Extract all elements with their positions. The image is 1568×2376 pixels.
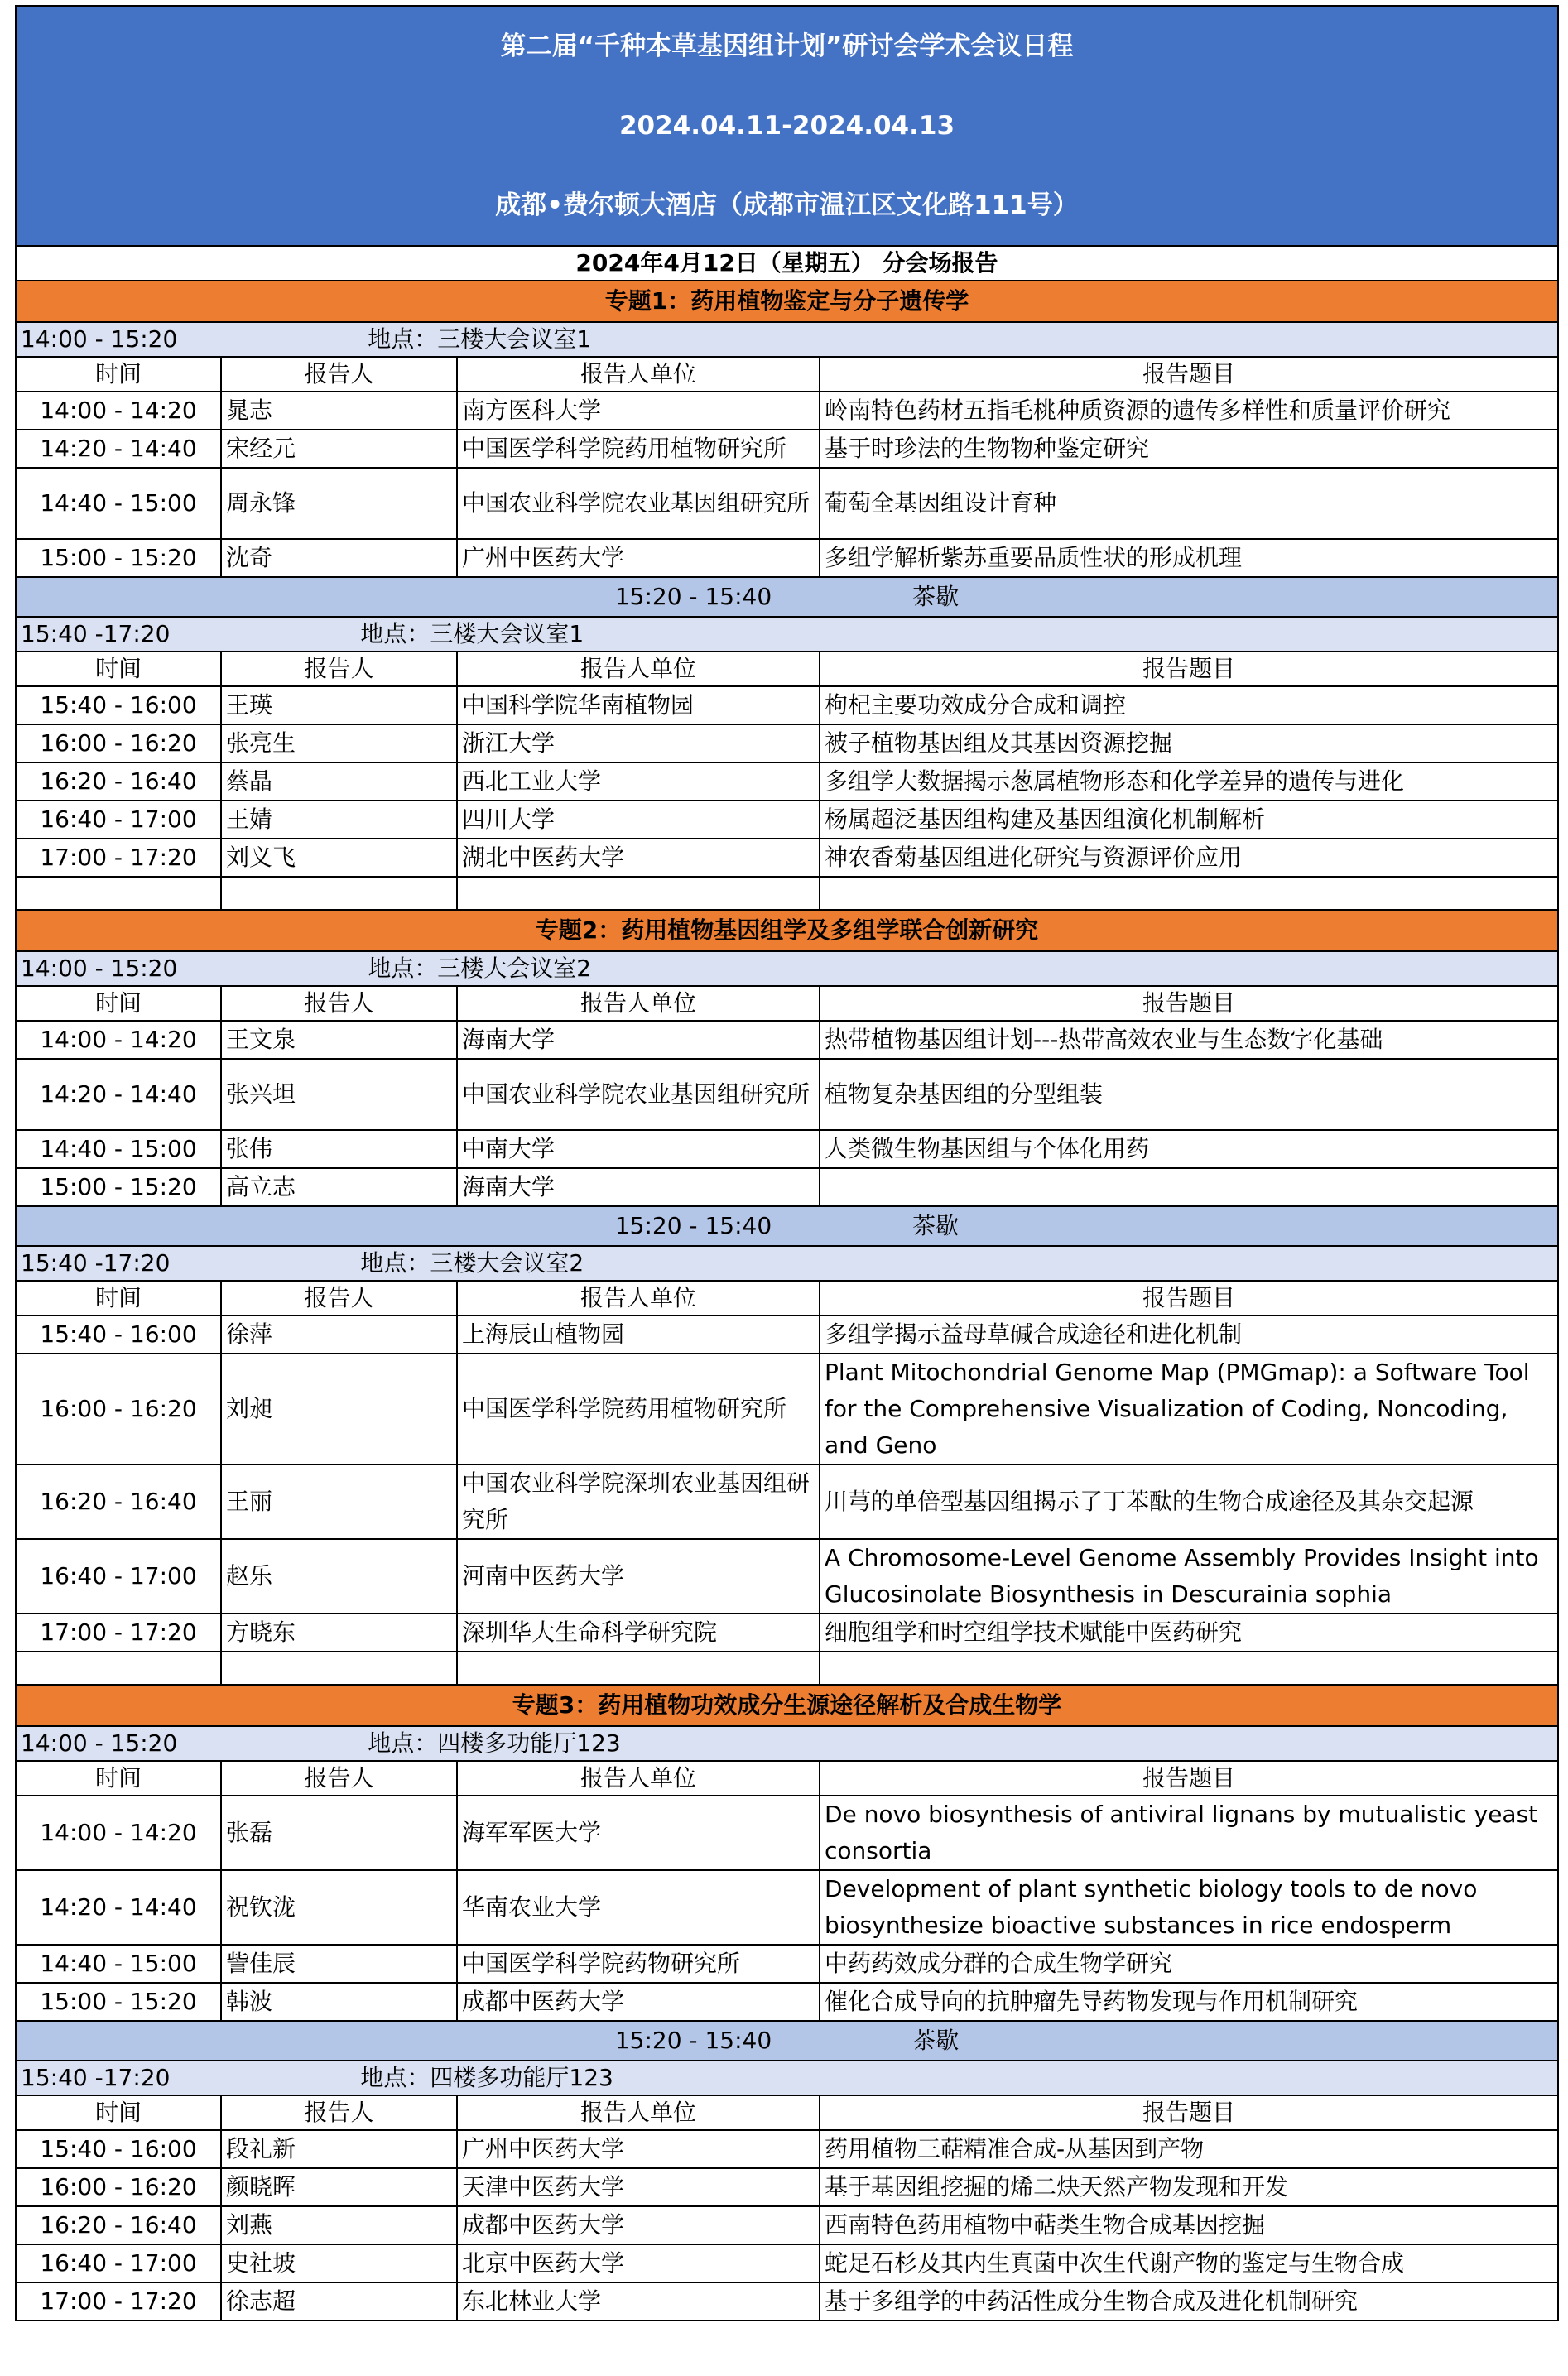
row-unit: 浙江大学 xyxy=(457,724,820,762)
row-topic: 岭南特色药材五指毛桃种质资源的遗传多样性和质量评价研究 xyxy=(820,392,1558,430)
row-speaker: 蔡晶 xyxy=(221,762,457,801)
row-unit: 上海辰山植物园 xyxy=(457,1315,820,1354)
row-topic: Development of plant synthetic biology tools to de novo biosynthesize bioactive substances in rice endosperm xyxy=(820,1870,1558,1945)
table-row xyxy=(16,762,1558,801)
row-time: 14:40 - 15:00 xyxy=(16,1130,221,1168)
conference-dates: 2024.04.11-2024.04.13 xyxy=(16,86,1558,166)
row-time: 15:40 - 16:00 xyxy=(16,686,221,724)
table-row xyxy=(16,839,1558,877)
row-topic: 基于多组学的中药活性成分生物合成及进化机制研究 xyxy=(820,2282,1558,2321)
row-unit: 北京中医药大学 xyxy=(457,2244,820,2282)
col-speaker: 报告人 xyxy=(221,1761,457,1796)
row-time: 16:20 - 16:40 xyxy=(16,1465,221,1539)
table-row xyxy=(16,539,1558,577)
row-unit: 广州中医药大学 xyxy=(457,539,820,577)
row-unit: 中国医学科学院药用植物研究所 xyxy=(457,1354,820,1465)
session-header xyxy=(16,617,1558,652)
row-topic: 杨属超泛基因组构建及基因组演化机制解析 xyxy=(820,801,1558,839)
table-row xyxy=(16,430,1558,468)
table-row xyxy=(16,686,1558,724)
row-topic: 细胞组学和时空组学技术赋能中医药研究 xyxy=(820,1614,1558,1652)
table-row xyxy=(16,468,1558,539)
row-unit: 中国科学院华南植物园 xyxy=(457,686,820,724)
row-speaker: 徐志超 xyxy=(221,2282,457,2321)
row-speaker: 颜晓晖 xyxy=(221,2168,457,2206)
row-speaker: 王文泉 xyxy=(221,1021,457,1059)
row-time: 16:40 - 17:00 xyxy=(16,2244,221,2282)
row-unit: 海南大学 xyxy=(457,1168,820,1206)
row-unit: 中国农业科学院深圳农业基因组研究所 xyxy=(457,1465,820,1539)
table-row xyxy=(16,2168,1558,2206)
row-speaker: 张磊 xyxy=(221,1796,457,1870)
table-row xyxy=(16,1168,1558,1206)
row-unit: 湖北中医药大学 xyxy=(457,839,820,877)
session-header xyxy=(16,322,1558,357)
row-unit: 成都中医药大学 xyxy=(457,1983,820,2021)
table-row xyxy=(16,392,1558,430)
break-label: 茶歇 xyxy=(912,1212,960,1239)
session-time: 14:00 - 15:20 xyxy=(21,325,178,353)
row-time: 16:00 - 16:20 xyxy=(16,1354,221,1465)
row-speaker: 王婧 xyxy=(221,801,457,839)
break-label: 茶歇 xyxy=(912,583,960,610)
row-speaker: 祝钦泷 xyxy=(221,1870,457,1945)
schedule-table xyxy=(15,5,1559,2321)
conference-venue: 成都•费尔顿大酒店（成都市温江区文化路111号） xyxy=(16,166,1558,246)
table-row xyxy=(16,2130,1558,2168)
row-speaker: 徐萍 xyxy=(221,1315,457,1354)
col-speaker: 报告人 xyxy=(221,986,457,1021)
conference-title: 第二届“千种本草基因组计划”研讨会学术会议日程 xyxy=(16,6,1558,86)
row-time: 15:00 - 15:20 xyxy=(16,1983,221,2021)
col-topic: 报告题目 xyxy=(820,1281,1558,1315)
table-row xyxy=(16,724,1558,762)
row-speaker: 张亮生 xyxy=(221,724,457,762)
row-unit: 海军军医大学 xyxy=(457,1796,820,1870)
row-speaker: 晁志 xyxy=(221,392,457,430)
row-topic xyxy=(820,1168,1558,1206)
row-speaker: 高立志 xyxy=(221,1168,457,1206)
row-time: 16:20 - 16:40 xyxy=(16,2206,221,2244)
row-unit: 中国农业科学院农业基因组研究所 xyxy=(457,468,820,539)
row-speaker: 韩波 xyxy=(221,1983,457,2021)
schedule-sheet xyxy=(15,5,1557,2321)
session-header xyxy=(16,1726,1558,1761)
tea-break xyxy=(16,1206,1558,1246)
row-speaker: 王瑛 xyxy=(221,686,457,724)
col-topic: 报告题目 xyxy=(820,986,1558,1021)
table-row xyxy=(16,1021,1558,1059)
row-topic: A Chromosome-Level Genome Assembly Provides Insight into Glucosinolate Biosynthesis in Descurainia sophia xyxy=(820,1539,1558,1614)
session-location: 地点：三楼大会议室1 xyxy=(368,325,592,353)
row-speaker: 刘燕 xyxy=(221,2206,457,2244)
session-location: 地点：四楼多功能厅123 xyxy=(360,2064,613,2091)
col-speaker: 报告人 xyxy=(221,652,457,686)
row-time: 14:40 - 15:00 xyxy=(16,468,221,539)
table-row xyxy=(16,1870,1558,1945)
row-topic: 催化合成导向的抗肿瘤先导药物发现与作用机制研究 xyxy=(820,1983,1558,2021)
blank-row xyxy=(16,1652,1558,1685)
break-time: 15:20 - 15:40 xyxy=(614,583,772,610)
table-row xyxy=(16,801,1558,839)
table-row xyxy=(16,2206,1558,2244)
table-row xyxy=(16,1354,1558,1465)
row-speaker: 史社坡 xyxy=(221,2244,457,2282)
blank-row xyxy=(16,877,1558,910)
session-location: 地点：四楼多功能厅123 xyxy=(368,1729,621,1757)
session-location: 地点：三楼大会议室1 xyxy=(360,620,584,647)
row-time: 14:20 - 14:40 xyxy=(16,430,221,468)
col-speaker: 报告人 xyxy=(221,357,457,392)
col-unit: 报告人单位 xyxy=(457,357,820,392)
col-topic: 报告题目 xyxy=(820,2095,1558,2130)
col-unit: 报告人单位 xyxy=(457,986,820,1021)
row-topic: 热带植物基因组计划---热带高效农业与生态数字化基础 xyxy=(820,1021,1558,1059)
col-time: 时间 xyxy=(16,2095,221,2130)
table-row xyxy=(16,1614,1558,1652)
row-time: 14:00 - 14:20 xyxy=(16,392,221,430)
row-topic: 枸杞主要功效成分合成和调控 xyxy=(820,686,1558,724)
row-unit: 华南农业大学 xyxy=(457,1870,820,1945)
row-unit: 东北林业大学 xyxy=(457,2282,820,2321)
row-unit: 四川大学 xyxy=(457,801,820,839)
row-speaker: 赵乐 xyxy=(221,1539,457,1614)
row-unit: 中南大学 xyxy=(457,1130,820,1168)
session-header xyxy=(16,2061,1558,2095)
col-unit: 报告人单位 xyxy=(457,1761,820,1796)
row-topic: 多组学大数据揭示葱属植物形态和化学差异的遗传与进化 xyxy=(820,762,1558,801)
row-topic: Plant Mitochondrial Genome Map (PMGmap): a Software Tool for the Comprehensive Visualization of Coding, Noncoding, and Geno xyxy=(820,1354,1558,1465)
row-speaker: 刘昶 xyxy=(221,1354,457,1465)
row-topic: 被子植物基因组及其基因资源挖掘 xyxy=(820,724,1558,762)
break-time: 15:20 - 15:40 xyxy=(614,2027,772,2054)
table-row xyxy=(16,1796,1558,1870)
row-topic: 人类微生物基因组与个体化用药 xyxy=(820,1130,1558,1168)
col-unit: 报告人单位 xyxy=(457,1281,820,1315)
session-location: 地点：三楼大会议室2 xyxy=(368,955,592,982)
row-time: 15:40 - 16:00 xyxy=(16,1315,221,1354)
row-unit: 广州中医药大学 xyxy=(457,2130,820,2168)
row-time: 14:20 - 14:40 xyxy=(16,1059,221,1130)
row-unit: 南方医科大学 xyxy=(457,392,820,430)
table-row xyxy=(16,1539,1558,1614)
row-topic: 葡萄全基因组设计育种 xyxy=(820,468,1558,539)
row-topic: 植物复杂基因组的分型组装 xyxy=(820,1059,1558,1130)
row-topic: 药用植物三萜精准合成-从基因到产物 xyxy=(820,2130,1558,2168)
row-topic: 多组学揭示益母草碱合成途径和进化机制 xyxy=(820,1315,1558,1354)
row-unit: 天津中医药大学 xyxy=(457,2168,820,2206)
row-time: 16:20 - 16:40 xyxy=(16,762,221,801)
col-topic: 报告题目 xyxy=(820,652,1558,686)
break-label: 茶歇 xyxy=(912,2027,960,2054)
row-topic: 基于基因组挖掘的烯二炔天然产物发现和开发 xyxy=(820,2168,1558,2206)
row-speaker: 张兴坦 xyxy=(221,1059,457,1130)
row-time: 17:00 - 17:20 xyxy=(16,1614,221,1652)
tea-break xyxy=(16,2021,1558,2061)
col-speaker: 报告人 xyxy=(221,2095,457,2130)
session-time: 14:00 - 15:20 xyxy=(21,955,178,982)
row-speaker: 段礼新 xyxy=(221,2130,457,2168)
row-time: 17:00 - 17:20 xyxy=(16,2282,221,2321)
row-speaker: 周永锋 xyxy=(221,468,457,539)
table-row xyxy=(16,1945,1558,1983)
col-time: 时间 xyxy=(16,357,221,392)
row-time: 16:00 - 16:20 xyxy=(16,2168,221,2206)
row-speaker: 宋经元 xyxy=(221,430,457,468)
row-time: 14:20 - 14:40 xyxy=(16,1870,221,1945)
topic-1-title: 专题1：药用植物鉴定与分子遗传学 xyxy=(16,281,1558,322)
row-time: 17:00 - 17:20 xyxy=(16,839,221,877)
row-time: 15:40 - 16:00 xyxy=(16,2130,221,2168)
col-topic: 报告题目 xyxy=(820,1761,1558,1796)
row-topic: 西南特色药用植物中萜类生物合成基因挖掘 xyxy=(820,2206,1558,2244)
row-unit: 成都中医药大学 xyxy=(457,2206,820,2244)
row-topic: 神农香菊基因组进化研究与资源评价应用 xyxy=(820,839,1558,877)
table-row xyxy=(16,1465,1558,1539)
tea-break xyxy=(16,577,1558,617)
row-time: 16:40 - 17:00 xyxy=(16,1539,221,1614)
row-unit: 中国医学科学院药物研究所 xyxy=(457,1945,820,1983)
table-row xyxy=(16,2282,1558,2321)
row-unit: 河南中医药大学 xyxy=(457,1539,820,1614)
row-speaker: 张伟 xyxy=(221,1130,457,1168)
row-time: 14:00 - 14:20 xyxy=(16,1796,221,1870)
col-speaker: 报告人 xyxy=(221,1281,457,1315)
row-speaker: 訾佳辰 xyxy=(221,1945,457,1983)
row-unit: 中国农业科学院农业基因组研究所 xyxy=(457,1059,820,1130)
row-time: 16:40 - 17:00 xyxy=(16,801,221,839)
row-time: 16:00 - 16:20 xyxy=(16,724,221,762)
row-topic: 中药药效成分群的合成生物学研究 xyxy=(820,1945,1558,1983)
row-topic: 蛇足石杉及其内生真菌中次生代谢产物的鉴定与生物合成 xyxy=(820,2244,1558,2282)
row-speaker: 刘义飞 xyxy=(221,839,457,877)
topic-3-title: 专题3：药用植物功效成分生源途径解析及合成生物学 xyxy=(16,1685,1558,1726)
session-time: 14:00 - 15:20 xyxy=(21,1729,178,1757)
col-topic: 报告题目 xyxy=(820,357,1558,392)
row-time: 14:40 - 15:00 xyxy=(16,1945,221,1983)
day-title: 2024年4月12日（星期五） 分会场报告 xyxy=(16,246,1558,281)
col-time: 时间 xyxy=(16,1761,221,1796)
col-time: 时间 xyxy=(16,1281,221,1315)
col-time: 时间 xyxy=(16,986,221,1021)
session-time: 15:40 -17:20 xyxy=(21,620,171,647)
row-topic: 基于时珍法的生物物种鉴定研究 xyxy=(820,430,1558,468)
row-topic: 川芎的单倍型基因组揭示了丁苯酞的生物合成途径及其杂交起源 xyxy=(820,1465,1558,1539)
session-location: 地点：三楼大会议室2 xyxy=(360,1249,584,1277)
row-unit: 西北工业大学 xyxy=(457,762,820,801)
row-speaker: 沈奇 xyxy=(221,539,457,577)
row-time: 14:00 - 14:20 xyxy=(16,1021,221,1059)
break-time: 15:20 - 15:40 xyxy=(614,1212,772,1239)
row-topic: De novo biosynthesis of antiviral lignans by mutualistic yeast consortia xyxy=(820,1796,1558,1870)
table-row xyxy=(16,2244,1558,2282)
session-time: 15:40 -17:20 xyxy=(21,1249,171,1277)
col-time: 时间 xyxy=(16,652,221,686)
table-row xyxy=(16,1059,1558,1130)
row-unit: 中国医学科学院药用植物研究所 xyxy=(457,430,820,468)
row-speaker: 方晓东 xyxy=(221,1614,457,1652)
row-unit: 深圳华大生命科学研究院 xyxy=(457,1614,820,1652)
topic-2-title: 专题2：药用植物基因组学及多组学联合创新研究 xyxy=(16,910,1558,951)
row-speaker: 王丽 xyxy=(221,1465,457,1539)
session-header xyxy=(16,1246,1558,1281)
row-time: 15:00 - 15:20 xyxy=(16,539,221,577)
row-unit: 海南大学 xyxy=(457,1021,820,1059)
table-row xyxy=(16,1983,1558,2021)
session-header xyxy=(16,951,1558,986)
session-time: 15:40 -17:20 xyxy=(21,2064,171,2091)
col-unit: 报告人单位 xyxy=(457,652,820,686)
col-unit: 报告人单位 xyxy=(457,2095,820,2130)
row-time: 15:00 - 15:20 xyxy=(16,1168,221,1206)
table-row xyxy=(16,1315,1558,1354)
table-row xyxy=(16,1130,1558,1168)
row-topic: 多组学解析紫苏重要品质性状的形成机理 xyxy=(820,539,1558,577)
